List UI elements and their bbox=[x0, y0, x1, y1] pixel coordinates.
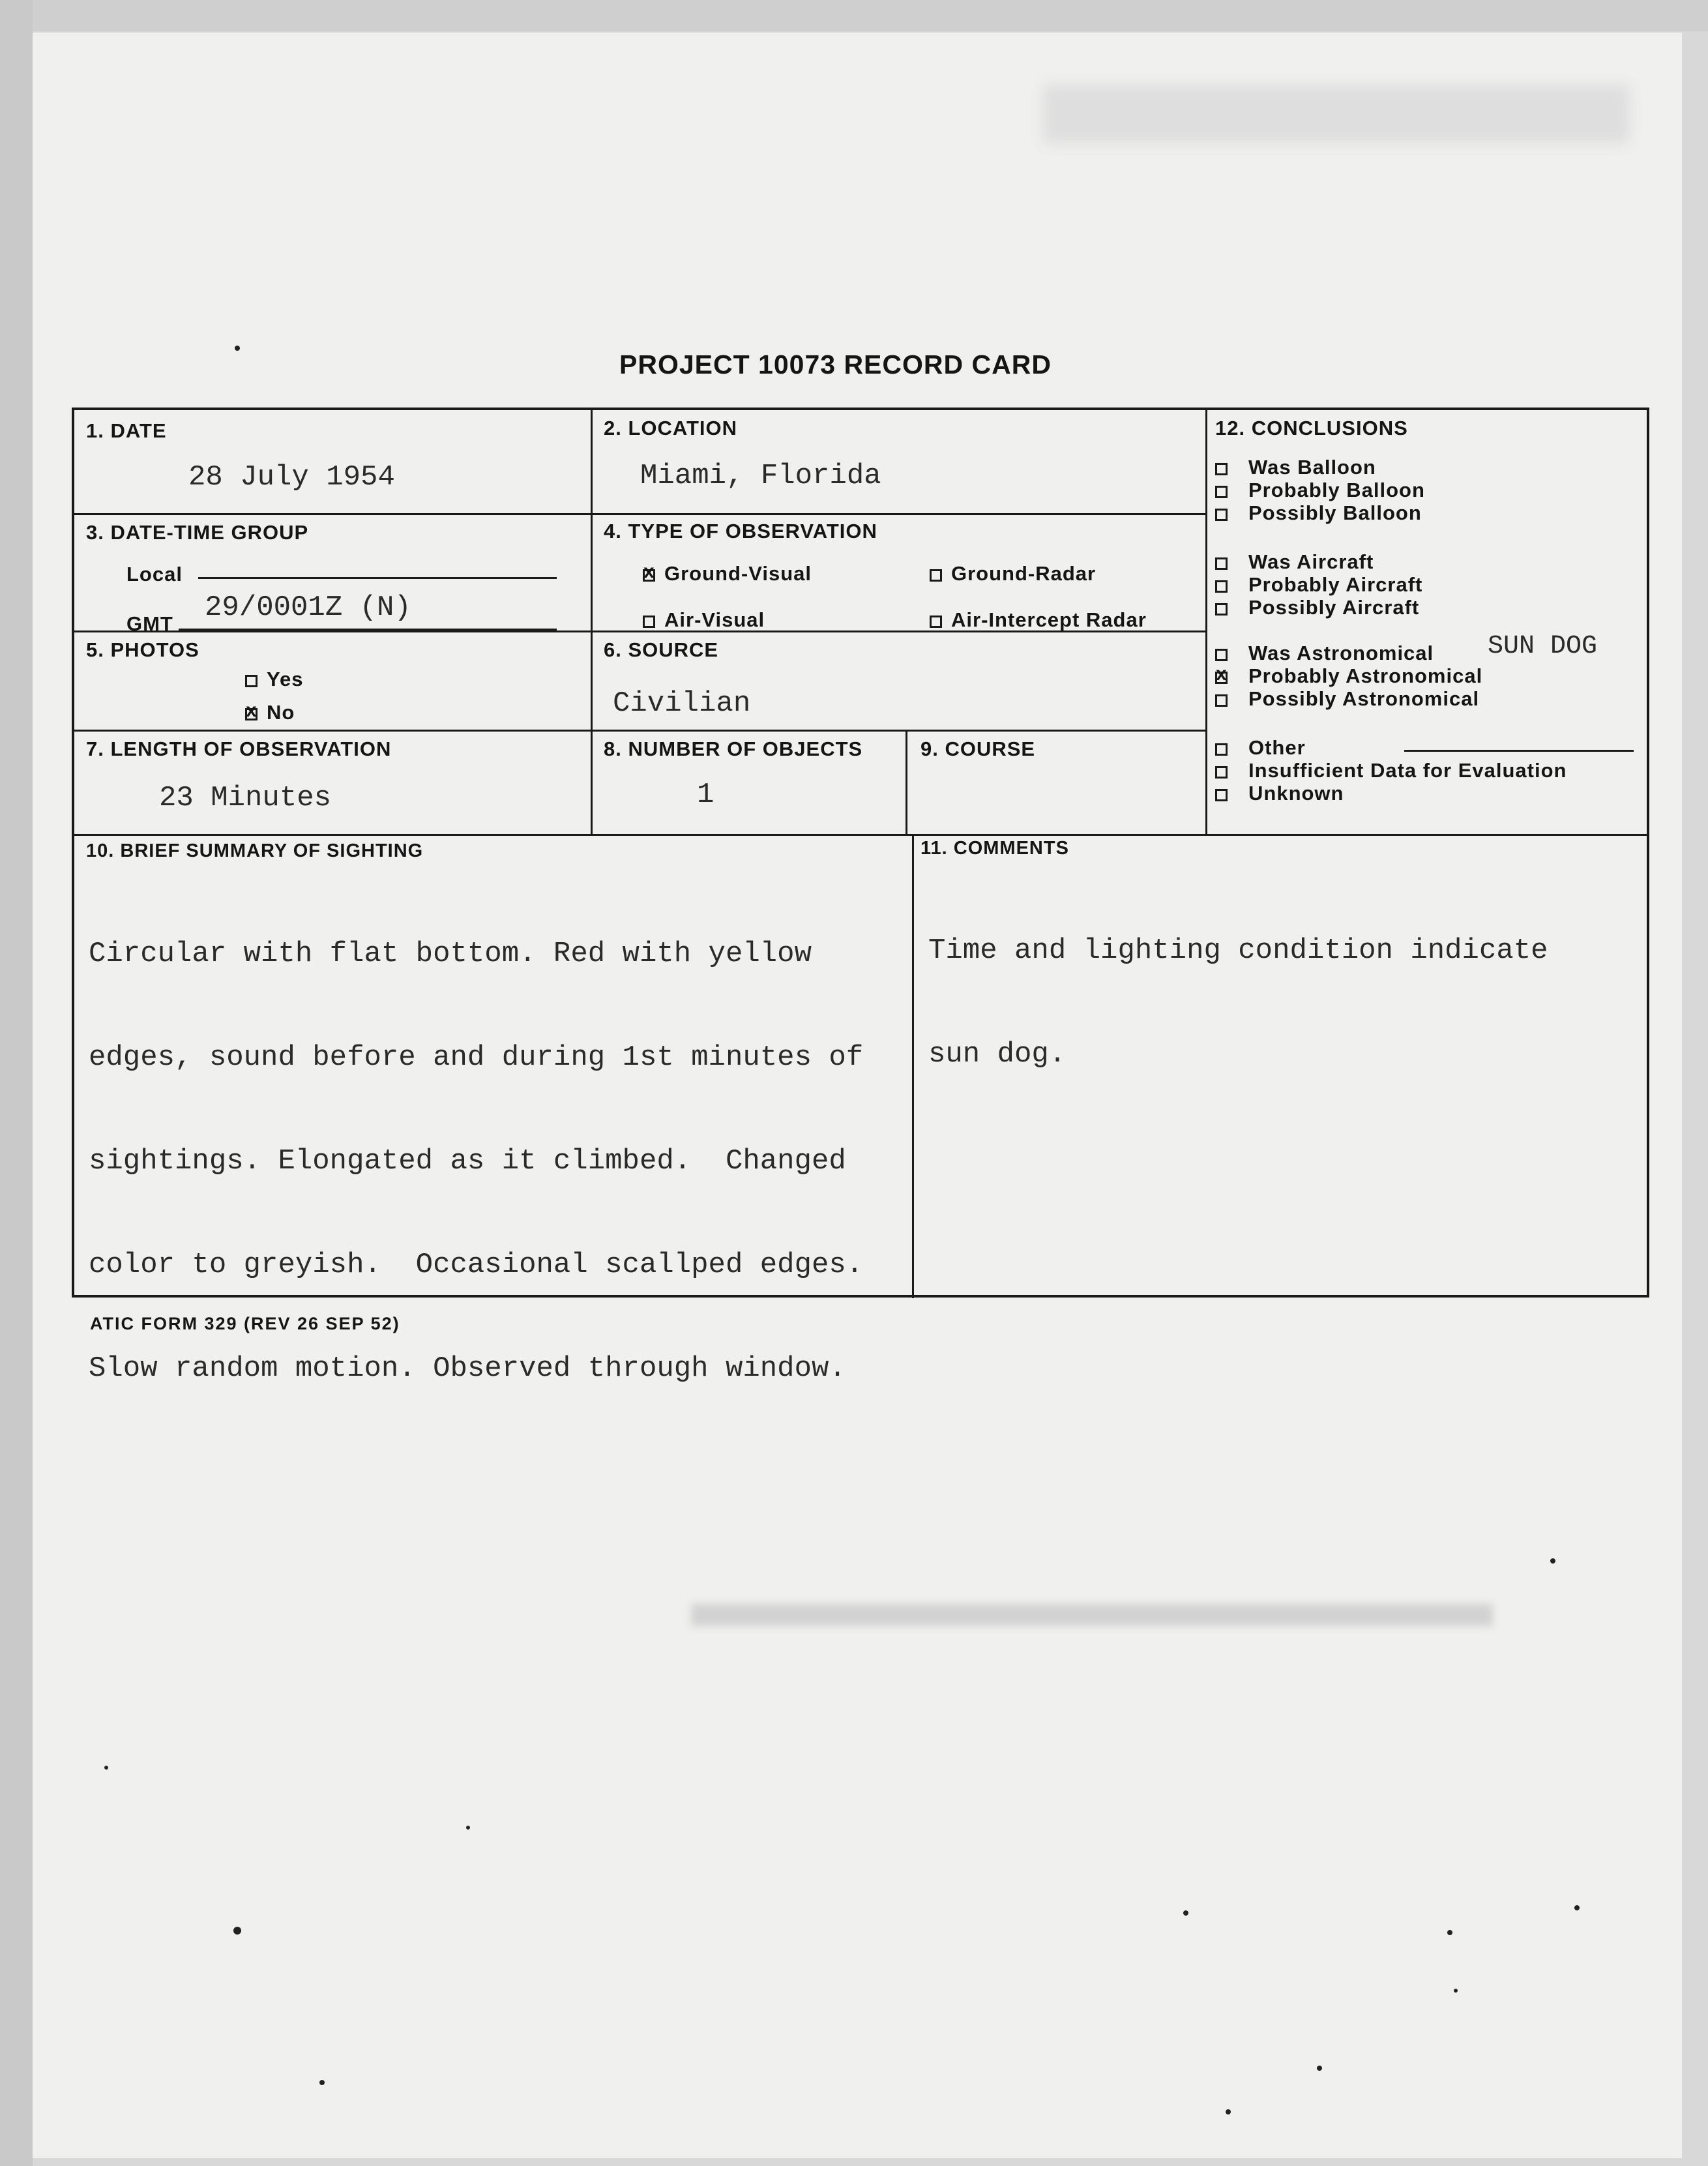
divider bbox=[912, 834, 914, 1298]
conclusion-option bbox=[1215, 759, 1567, 782]
scan-left-edge bbox=[0, 0, 33, 2166]
scan-speck bbox=[1317, 2066, 1322, 2071]
checkbox-icon bbox=[1215, 580, 1228, 593]
option-photos-yes: Yes bbox=[245, 668, 303, 691]
dtg-gmt-label: GMT bbox=[126, 612, 173, 635]
conclusion-option bbox=[1215, 501, 1422, 525]
scan-speck bbox=[235, 346, 240, 351]
dtg-local-label: Local bbox=[126, 563, 183, 586]
divider bbox=[906, 730, 907, 834]
conclusion-option bbox=[1215, 642, 1434, 665]
option-air-intercept-radar: Air-Intercept Radar bbox=[930, 608, 1147, 632]
conclusion-option-label: Possibly Aircraft bbox=[1248, 596, 1420, 619]
scan-speck bbox=[1454, 1989, 1458, 1993]
summary-line: sightings. Elongated as it climbed. Changed bbox=[89, 1145, 846, 1178]
divider bbox=[74, 834, 1649, 836]
conclusion-option-label: Probably Astronomical bbox=[1248, 664, 1483, 687]
checkbox-icon bbox=[1215, 789, 1228, 801]
length-label: 7. LENGTH OF OBSERVATION bbox=[86, 737, 392, 760]
checkbox-icon bbox=[245, 708, 258, 720]
divider bbox=[591, 410, 593, 834]
checkbox-icon bbox=[1215, 557, 1228, 570]
photos-label: 5. PHOTOS bbox=[86, 638, 199, 661]
conclusion-option bbox=[1215, 596, 1419, 619]
date-value: 28 July 1954 bbox=[188, 461, 395, 494]
option-ground-radar: Ground-Radar bbox=[930, 562, 1096, 586]
conclusion-option-label: Was Astronomical bbox=[1248, 642, 1434, 664]
length-value: 23 Minutes bbox=[159, 782, 332, 814]
summary-text bbox=[89, 868, 863, 1455]
conclusion-option-label: Other bbox=[1248, 736, 1306, 759]
checkbox-icon bbox=[1215, 649, 1228, 661]
conclusion-option bbox=[1215, 664, 1482, 688]
conclusion-option-label: Insufficient Data for Evaluation bbox=[1248, 759, 1567, 782]
scan-speck bbox=[1226, 2109, 1231, 2114]
checkbox-icon bbox=[245, 675, 258, 687]
option-ground-visual: xGround-Visual bbox=[643, 562, 812, 586]
comments-line: sun dog. bbox=[928, 1038, 1067, 1071]
conclusion-option-label: Probably Balloon bbox=[1248, 479, 1425, 501]
dtg-gmt-value: 29/0001Z (N) bbox=[205, 591, 411, 624]
option-air-visual: Air-Visual bbox=[643, 608, 765, 632]
option-photos-no: xNo bbox=[245, 701, 295, 724]
summary-line: edges, sound before and during 1st minutes of bbox=[89, 1041, 864, 1074]
other-line bbox=[1404, 750, 1634, 752]
source-value: Civilian bbox=[613, 687, 751, 720]
checkbox-icon bbox=[1215, 766, 1228, 779]
date-label: 1. DATE bbox=[86, 419, 167, 442]
checkbox-icon bbox=[643, 569, 655, 582]
bleed-through-smudge bbox=[691, 1604, 1493, 1626]
conclusion-option-label: Was Aircraft bbox=[1248, 550, 1374, 573]
conclusion-option-label: Probably Aircraft bbox=[1248, 573, 1423, 596]
conclusions-label: 12. CONCLUSIONS bbox=[1215, 417, 1408, 439]
conclusion-option bbox=[1215, 573, 1422, 597]
scan-speck bbox=[233, 1927, 241, 1935]
conclusions-annotation: SUN DOG bbox=[1488, 632, 1598, 661]
comments-text bbox=[928, 865, 1548, 1141]
checkbox-icon bbox=[1215, 694, 1228, 707]
scan-speck bbox=[1574, 1905, 1580, 1910]
summary-line: color to greyish. Occasional scallped edges. bbox=[89, 1249, 864, 1281]
scan-speck bbox=[466, 1826, 470, 1830]
conclusion-option bbox=[1215, 782, 1344, 805]
source-label: 6. SOURCE bbox=[604, 638, 719, 661]
checkbox-icon bbox=[1215, 463, 1228, 475]
conclusion-option-label: Was Balloon bbox=[1248, 456, 1376, 479]
divider bbox=[1205, 410, 1207, 834]
conclusion-option-label: Unknown bbox=[1248, 782, 1344, 805]
num-objects-value: 1 bbox=[697, 779, 714, 811]
scan-speck bbox=[1550, 1558, 1555, 1564]
conclusion-option-label: Possibly Balloon bbox=[1248, 501, 1422, 524]
checkbox-icon bbox=[1215, 486, 1228, 498]
conclusion-option bbox=[1215, 736, 1306, 760]
comments-label: 11. COMMENTS bbox=[920, 838, 1069, 859]
scan-speck bbox=[104, 1766, 108, 1770]
num-objects-label: 8. NUMBER OF OBJECTS bbox=[604, 737, 863, 760]
checkbox-icon bbox=[930, 616, 942, 628]
dtg-gmt-line bbox=[179, 629, 557, 631]
scan-top-edge bbox=[0, 0, 1708, 31]
checkbox-icon bbox=[930, 569, 942, 582]
checkbox-icon bbox=[1215, 509, 1228, 521]
observation-type-label: 4. TYPE OF OBSERVATION bbox=[604, 520, 877, 542]
location-value: Miami, Florida bbox=[640, 460, 881, 492]
summary-line: Circular with flat bottom. Red with yellow bbox=[89, 938, 812, 970]
scan-speck bbox=[1183, 1910, 1188, 1916]
conclusion-option-label: Possibly Astronomical bbox=[1248, 687, 1480, 710]
checkbox-icon bbox=[1215, 672, 1228, 684]
dtg-label: 3. DATE-TIME GROUP bbox=[86, 521, 309, 544]
course-label: 9. COURSE bbox=[920, 737, 1036, 760]
divider bbox=[74, 513, 1207, 515]
summary-label: 10. BRIEF SUMMARY OF SIGHTING bbox=[86, 840, 424, 861]
checkbox-icon bbox=[1215, 603, 1228, 616]
checkbox-icon bbox=[643, 616, 655, 628]
form-footer: ATIC FORM 329 (REV 26 SEP 52) bbox=[90, 1314, 400, 1333]
conclusion-option bbox=[1215, 456, 1376, 479]
location-label: 2. LOCATION bbox=[604, 417, 738, 439]
scan-speck bbox=[319, 2080, 325, 2085]
comments-line: Time and lighting condition indicate bbox=[928, 934, 1548, 967]
checkbox-icon bbox=[1215, 743, 1228, 756]
summary-line: Slow random motion. Observed through window. bbox=[89, 1352, 846, 1385]
divider bbox=[74, 730, 1207, 732]
scan-speck bbox=[1447, 1930, 1452, 1935]
conclusion-option bbox=[1215, 550, 1374, 574]
conclusion-option bbox=[1215, 479, 1425, 502]
conclusion-option bbox=[1215, 687, 1479, 711]
dtg-local-line bbox=[198, 577, 557, 579]
page-title: PROJECT 10073 RECORD CARD bbox=[619, 349, 1052, 379]
bleed-through-smudge-top bbox=[1043, 85, 1630, 143]
